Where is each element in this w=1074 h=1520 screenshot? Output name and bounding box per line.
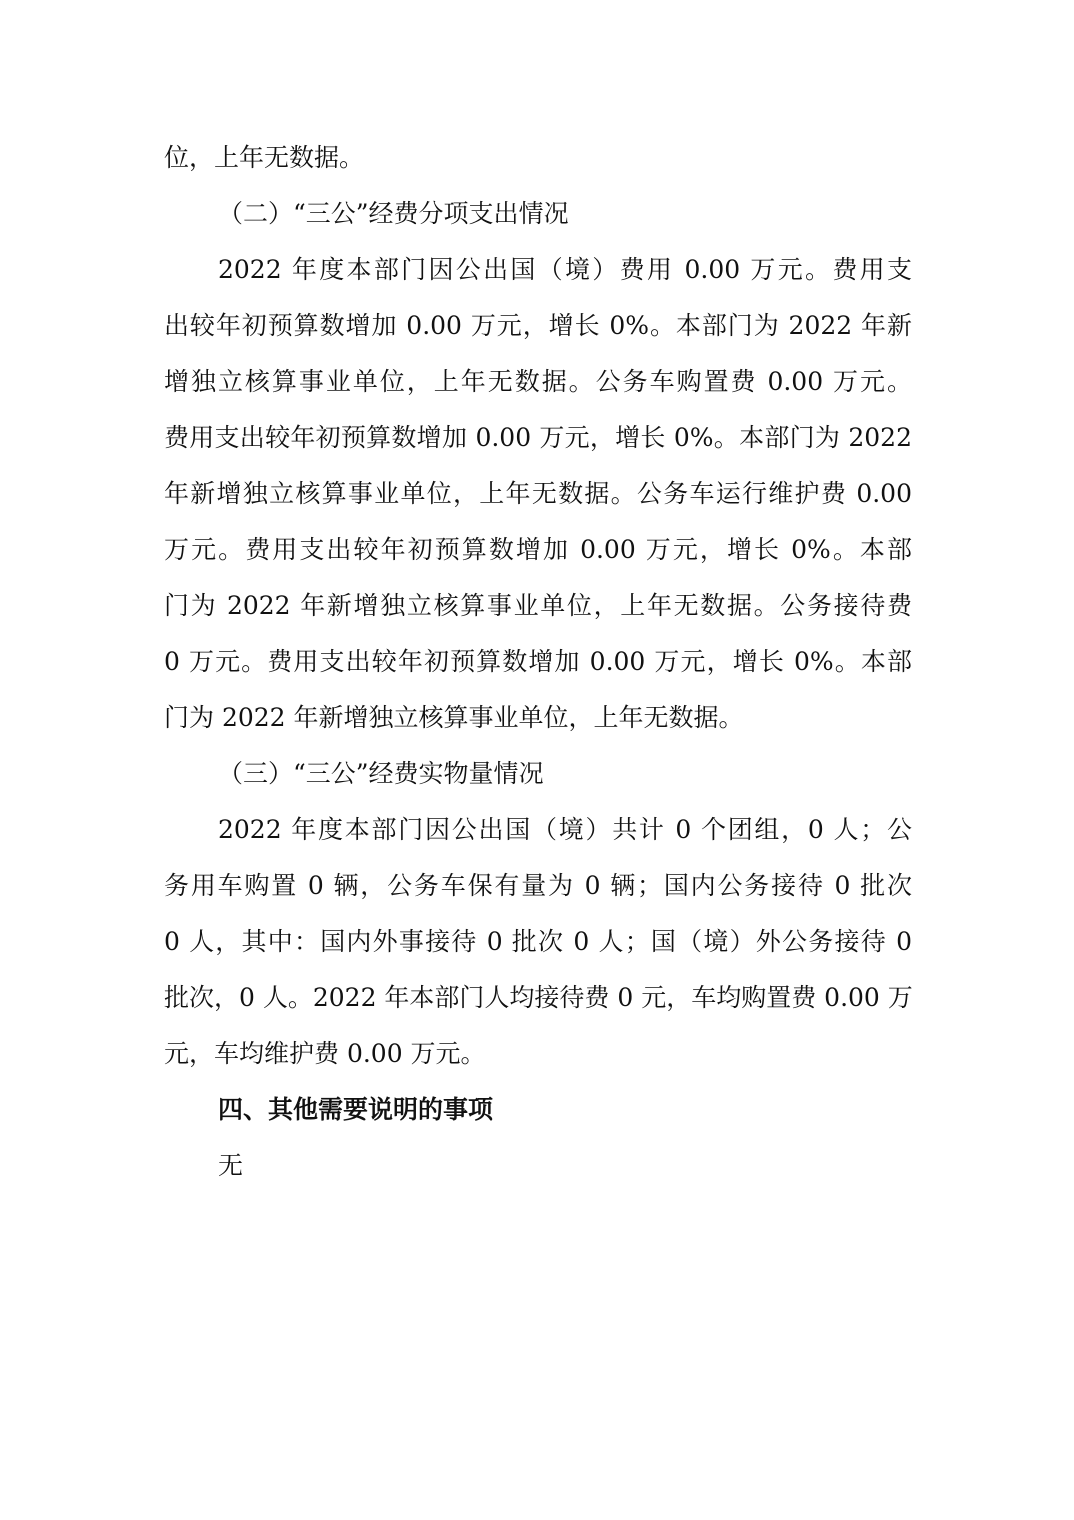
heading-text: （二）“三公”经费分项支出情况	[218, 199, 569, 228]
text-line: 万元。费用支出较年初预算数增加 0.00 万元，增长 0%。本部	[164, 535, 912, 564]
text-line: 增独立核算事业单位，上年无数据。公务车购置费 0.00 万元。	[164, 367, 912, 396]
text-line: 门为 2022 年新增独立核算事业单位，上年无数据。	[164, 703, 744, 732]
heading-text: （三）“三公”经费实物量情况	[218, 759, 544, 788]
heading-text: 四、其他需要说明的事项	[218, 1095, 494, 1124]
text-line: 务用车购置 0 辆，公务车保有量为 0 辆；国内公务接待 0 批次	[164, 871, 912, 900]
section-heading-4	[164, 1082, 912, 1138]
document-body	[164, 130, 912, 1194]
paragraph-physical-quantity	[164, 802, 912, 1082]
paragraph-other-notes	[164, 1138, 912, 1194]
text-line: 2022 年度本部门因公出国（境）费用 0.00 万元。费用支	[218, 255, 912, 284]
text-line: 位，上年无数据。	[164, 143, 365, 172]
text-line: 元，车均维护费 0.00 万元。	[164, 1039, 486, 1068]
paragraph-expenditure	[164, 242, 912, 746]
text-line: 无	[218, 1151, 244, 1180]
text-line: 年新增独立核算事业单位，上年无数据。公务车运行维护费 0.00	[164, 479, 912, 508]
section-heading-3	[164, 746, 912, 802]
paragraph-continuation	[164, 130, 912, 186]
text-line: 0 万元。费用支出较年初预算数增加 0.00 万元，增长 0%。本部	[164, 647, 912, 676]
text-line: 出较年初预算数增加 0.00 万元，增长 0%。本部门为 2022 年新	[164, 311, 912, 340]
text-line: 2022 年度本部门因公出国（境）共计 0 个团组，0 人；公	[218, 815, 912, 844]
text-line: 0 人，其中：国内外事接待 0 批次 0 人；国（境）外公务接待 0	[164, 927, 912, 956]
text-line: 批次，0 人。2022 年本部门人均接待费 0 元，车均购置费 0.00 万	[164, 983, 913, 1012]
text-line: 门为 2022 年新增独立核算事业单位，上年无数据。公务接待费	[164, 591, 912, 620]
section-heading-2	[164, 186, 912, 242]
text-line: 费用支出较年初预算数增加 0.00 万元，增长 0%。本部门为 2022	[164, 423, 912, 452]
